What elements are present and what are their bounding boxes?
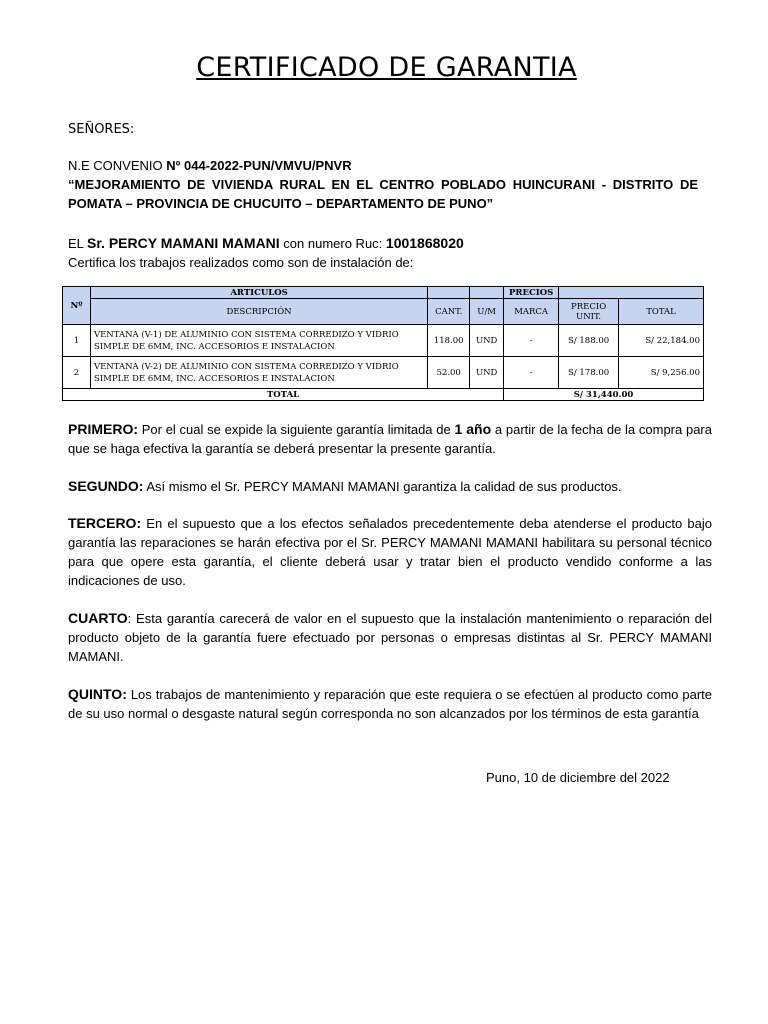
row-descripcion: VENTANA (V-2) DE ALUMINIO CON SISTEMA CORREDIZO Y VIDRIO SIMPLE DE 6MM, INC. ACCESORIOS E INSTALACION	[90, 357, 427, 389]
project-name: “MEJORAMIENTO DE VIVIENDA RURAL EN EL CENTRO POBLADO HUINCURANI - DISTRITO DE POMATA – PROVINCIA DE CHUCUITO – DEPARTAMENTO DE PUNO”	[68, 177, 698, 211]
header-marca: MARCA	[504, 299, 559, 325]
header-blank-2	[470, 287, 504, 299]
header-precios: PRECIOS	[504, 287, 559, 299]
total-value: S/ 31,440.00	[504, 389, 704, 401]
header-um: U/M	[470, 299, 504, 325]
items-table	[62, 286, 704, 401]
header-blank-3	[559, 287, 619, 299]
header-blank-1	[428, 287, 470, 299]
row-no: 2	[63, 357, 91, 389]
header-articulos: ARTICULOS	[90, 287, 427, 299]
row-marca: -	[504, 325, 559, 357]
convenio-block	[68, 156, 698, 213]
row-um: UND	[470, 357, 504, 389]
date-place: Puno, 10 de diciembre del 2022	[486, 770, 670, 785]
intro-line	[68, 234, 698, 253]
page-title: CERTIFICADO DE GARANTIA	[196, 52, 577, 83]
clause-tercero	[68, 514, 712, 590]
clause-primero-label: PRIMERO:	[68, 421, 138, 437]
table-total-row	[63, 389, 704, 401]
row-precio-unit: S/ 188.00	[559, 325, 619, 357]
clause-segundo-label: SEGUNDO:	[68, 478, 144, 494]
clause-cuarto-text: : Esta garantía carecerá de valor en el supuesto que la instalación mantenimiento o reparación del producto objeto de la garantía fuere efectuado por personas o empresas distintas al Sr. PERCY MAMANI MAMANI.	[68, 611, 712, 664]
row-marca: -	[504, 357, 559, 389]
row-cant: 118.00	[428, 325, 470, 357]
clause-tercero-label: TERCERO:	[68, 515, 142, 531]
salutation: SEÑORES:	[68, 122, 135, 137]
row-um: UND	[470, 325, 504, 357]
clause-primero-text-b: a partir de la fecha de la compra para que se haga efectiva la garantía se deberá presentar la presente garantía.	[68, 422, 712, 456]
clause-primero-text-a: Por el cual se expide la siguiente garantía limitada de	[138, 422, 455, 437]
intro-el: EL	[68, 236, 88, 251]
row-total: S/ 22,184.00	[619, 325, 704, 357]
clause-primero-bold: 1 año	[454, 421, 492, 437]
total-label: TOTAL	[63, 389, 504, 401]
clause-primero	[68, 420, 712, 458]
intro-certifica: Certifica los trabajos realizados como son de instalación de:	[68, 255, 414, 270]
ruc-number: 1001868020	[385, 235, 464, 251]
clause-quinto	[68, 685, 712, 723]
clause-cuarto-label: CUARTO	[68, 610, 128, 626]
row-no: 1	[63, 325, 91, 357]
header-no: Nº	[63, 287, 91, 325]
header-cant: CANT.	[428, 299, 470, 325]
convenio-line	[68, 156, 698, 175]
header-total: TOTAL	[619, 299, 704, 325]
clause-segundo	[68, 477, 712, 496]
header-descripcion: DESCRIPCIÓN	[90, 299, 427, 325]
clause-quinto-text: Los trabajos de mantenimiento y reparación que este requiera o se efectúen al producto como parte de su uso normal o desgaste natural según corresponda no son alcanzados por los términos de esta garantía	[68, 687, 712, 721]
row-descripcion: VENTANA (V-1) DE ALUMINIO CON SISTEMA CORREDIZO Y VIDRIO SIMPLE DE 6MM, INC. ACCESORIOS E INSTALACION	[90, 325, 427, 357]
convenio-number: Nº 044-2022-PUN/VMVU/PNVR	[166, 158, 352, 173]
convenio-prefix: N.E CONVENIO	[68, 158, 167, 173]
table-header-row	[63, 287, 704, 299]
clause-quinto-label: QUINTO:	[68, 686, 127, 702]
clause-cuarto	[68, 609, 712, 666]
row-total: S/ 9,256.00	[619, 357, 704, 389]
header-blank-4	[619, 287, 704, 299]
ruc-label: con numero Ruc:	[279, 236, 386, 251]
provider-name: Sr. PERCY MAMANI MAMANI	[87, 235, 280, 251]
row-precio-unit: S/ 178.00	[559, 357, 619, 389]
header-precio-unit: PRECIO UNIT.	[559, 299, 619, 325]
clause-tercero-text: En el supuesto que a los efectos señalados precedentemente deba atenderse el producto bajo garantía las reparaciones se harán efectiva por el Sr. PERCY MAMANI MAMANI habilitara su personal técnico para que opere esta garantía, el cliente deberá usar y tratar bien el producto vendido conforme a las indicaciones de uso.	[68, 516, 712, 588]
intro-block	[68, 234, 698, 272]
table-row	[63, 357, 704, 389]
table-subheader-row	[63, 299, 704, 325]
table-row	[63, 325, 704, 357]
row-cant: 52.00	[428, 357, 470, 389]
clause-segundo-text: Así mismo el Sr. PERCY MAMANI MAMANI garantiza la calidad de sus productos.	[143, 479, 622, 494]
